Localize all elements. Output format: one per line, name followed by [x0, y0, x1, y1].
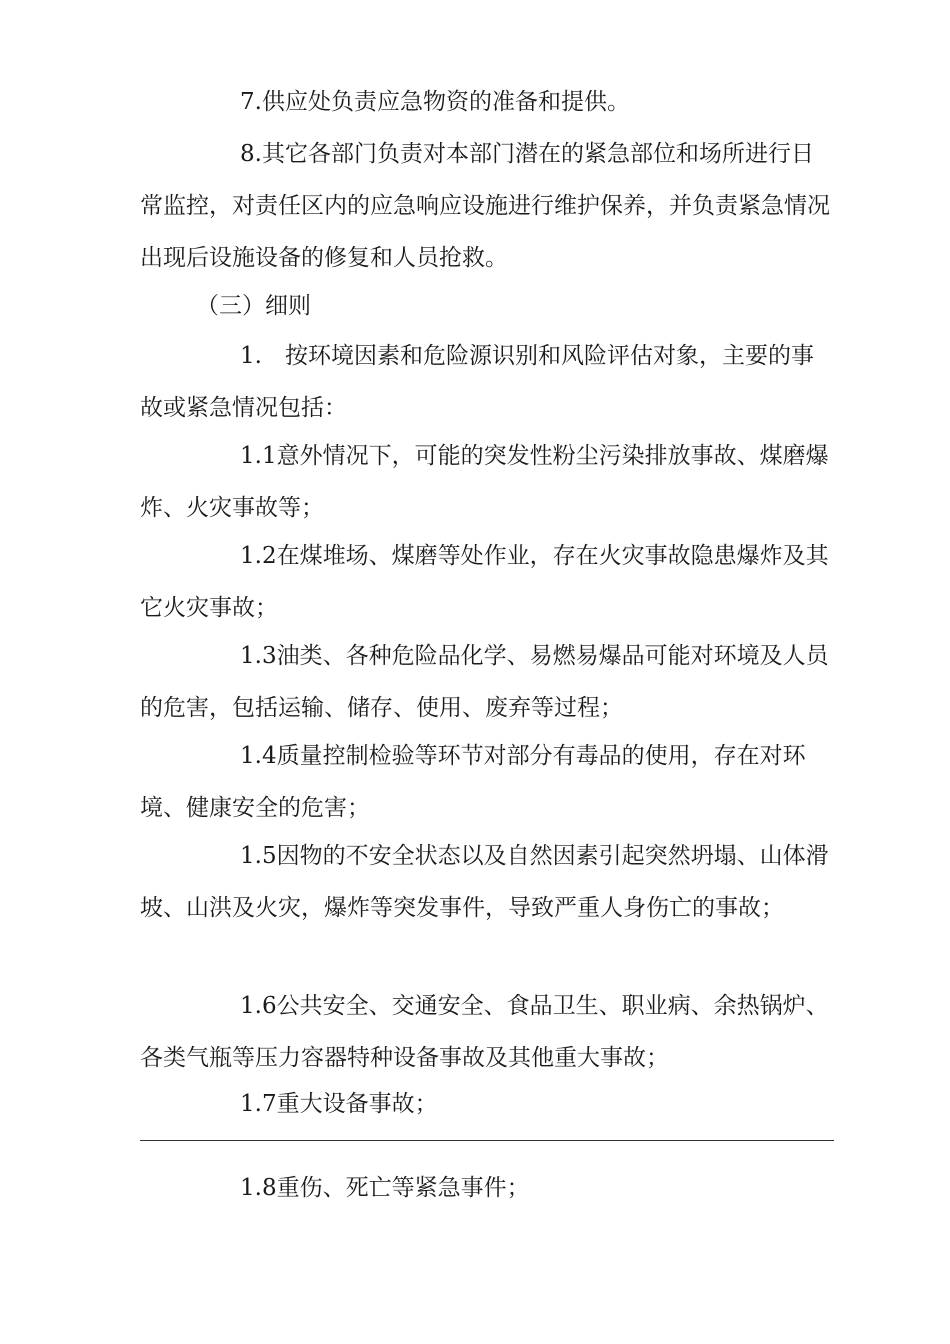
paragraph-1-6: 1.6公共安全、交通安全、食品卫生、职业病、余热锅炉、各类气瓶等压力容器特种设备事故及其他重大事故； — [140, 993, 829, 1071]
paragraph-1-5: 1.5因物的不安全状态以及自然因素引起突然坍塌、山体滑坡、山洪及火灾，爆炸等突发事件，导致严重人身伤亡的事故； — [140, 843, 829, 921]
section-heading-3: （三）细则 — [196, 293, 311, 319]
paragraph-1-4: 1.4质量控制检验等环节对部分有毒品的使用，存在对环境、健康安全的危害； — [140, 743, 806, 821]
paragraph-1-3: 1.3油类、各种危险品化学、易燃易爆品可能对环境及人员的危害，包括运输、储存、使用、废弃等过程； — [140, 643, 829, 721]
paragraph-1-1: 1.1意外情况下，可能的突发性粉尘污染排放事故、煤磨爆炸、火灾事故等； — [140, 443, 829, 521]
paragraph-7: 7.供应处负责应急物资的准备和提供。 — [240, 89, 630, 115]
paragraph-8: 8.其它各部门负责对本部门潜在的紧急部位和场所进行日常监控，对责任区内的应急响应设施进行维护保养，并负责紧急情况出现后设施设备的修复和人员抢救。 — [140, 141, 830, 271]
paragraph-1-8: 1.8重伤、死亡等紧急事件； — [240, 1175, 530, 1201]
paragraph-1-2: 1.2在煤堆场、煤磨等处作业，存在火灾事故隐患爆炸及其它火灾事故； — [140, 543, 829, 621]
paragraph-1: 1. 按环境因素和危险源识别和风险评估对象，主要的事故或紧急情况包括： — [140, 343, 814, 421]
page-divider — [140, 1140, 834, 1141]
paragraph-1-7: 1.7重大设备事故； — [240, 1091, 438, 1117]
